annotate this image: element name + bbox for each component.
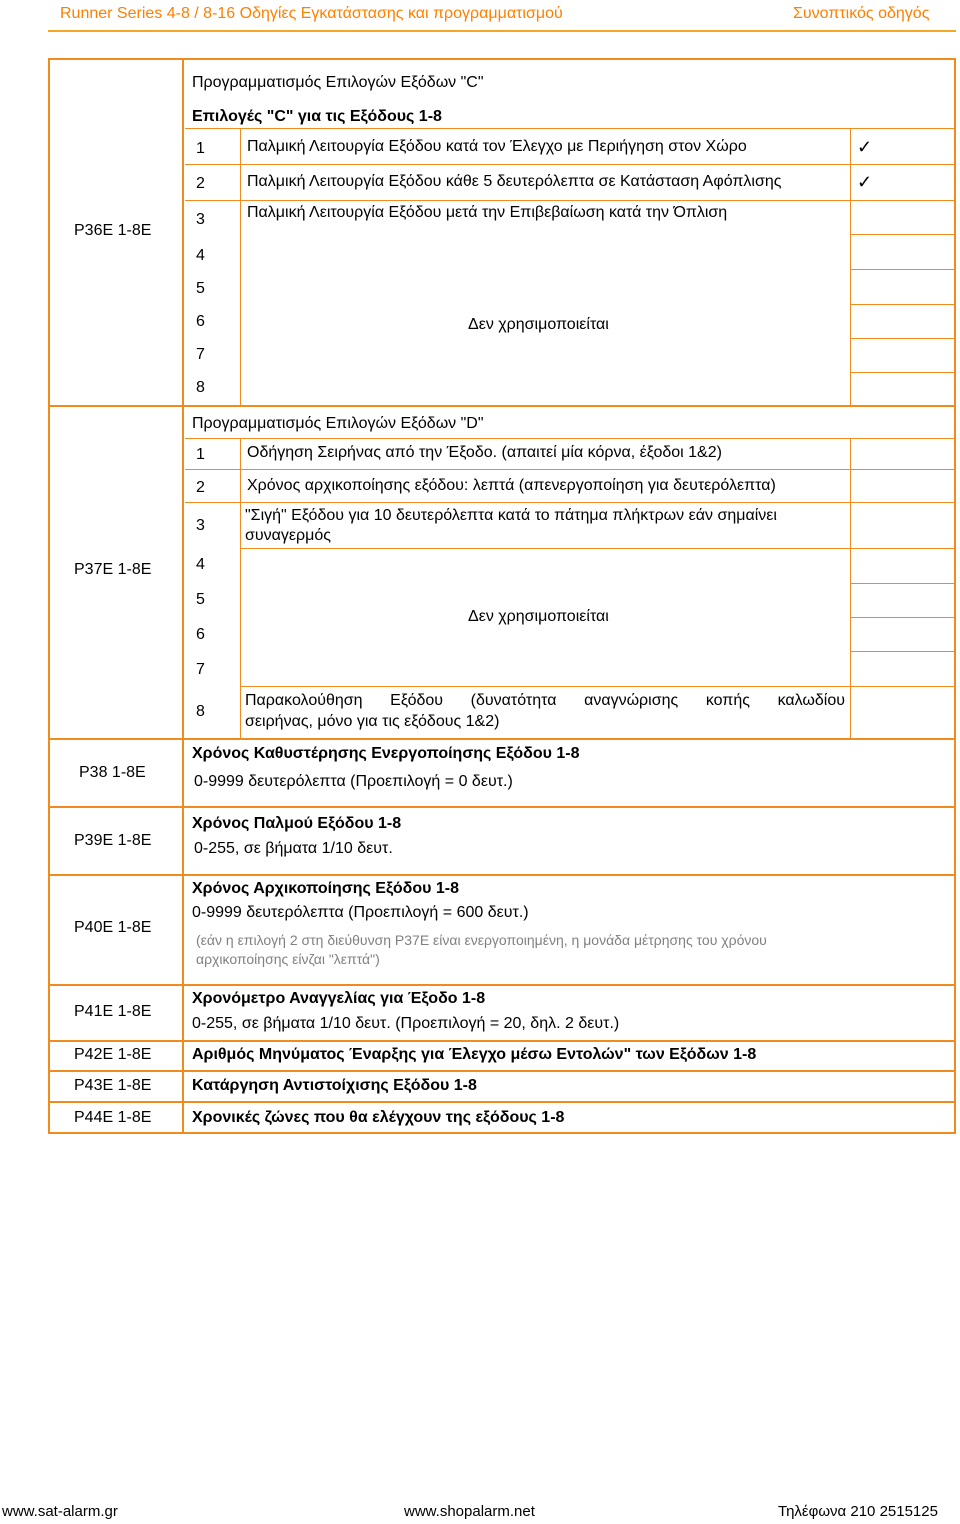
grid-line — [850, 338, 954, 339]
option-text: Χρόνος αρχικοποίησης εξόδου: λεπτά (απενεργοποίηση για δευτερόλεπτα) — [247, 477, 776, 494]
grid-line — [185, 469, 954, 470]
option-text: Παλμική Λειτουργία Εξόδου μετά την Επιβεβαίωση κατά την Όπλιση — [247, 204, 728, 221]
option-number: 7 — [196, 346, 205, 363]
grid-line — [185, 200, 954, 201]
footer-website-center[interactable]: www.shopalarm.net — [404, 1503, 535, 1520]
code-column-divider — [182, 58, 184, 1134]
p42-title: Αριθμός Μηνύματος Έναρξης για Έλεγχο μέσω Εντολών" των Εξόδων 1-8 — [192, 1046, 757, 1063]
p41-description: 0-255, σε βήματα 1/10 δευτ. (Προεπιλογή = 20, δηλ. 2 δευτ.) — [192, 1015, 620, 1032]
checkmark-icon: ✓ — [857, 172, 873, 192]
option-text: Παλμική Λειτουργία Εξόδου κάθε 5 δευτερόλεπτα σε Κατάσταση Αφόπλισης — [247, 173, 782, 190]
grid-line — [185, 502, 954, 503]
grid-line — [185, 164, 954, 165]
param-code-p37: P37E 1-8E — [74, 561, 152, 578]
p44-title: Χρονικές ζώνες που θα ελέγχουν της εξόδους 1-8 — [192, 1109, 565, 1126]
section-divider — [48, 806, 956, 808]
grid-line — [185, 128, 954, 129]
footer-website-left[interactable]: www.sat-alarm.gr — [2, 1503, 118, 1520]
section-divider — [48, 405, 956, 407]
p37-title: Προγραμματισμός Επιλογών Εξόδων "D" — [192, 415, 484, 432]
grid-line — [850, 372, 954, 373]
grid-line — [185, 438, 954, 439]
footer-phone: Τηλέφωνα 210 2515125 — [778, 1503, 938, 1520]
grid-line — [850, 651, 954, 652]
option-number: 2 — [196, 175, 205, 192]
option-number: 3 — [196, 211, 205, 228]
page-header — [0, 0, 960, 36]
option-number: 8 — [196, 703, 205, 720]
option-number: 6 — [196, 626, 205, 643]
option-number: 6 — [196, 313, 205, 330]
checkmark-icon: ✓ — [857, 137, 873, 157]
option-text: "Σιγή" Εξόδου για 10 δευτερόλεπτα κατά το πάτημα πλήκτρων εάν σημαίνει — [245, 507, 777, 524]
p40-note: (εάν η επιλογή 2 στη διεύθυνση P37E είναι ενεργοποιημένη, η μονάδα μέτρησης του χρόνου — [196, 932, 767, 948]
p38-title: Χρόνος Καθυστέρησης Ενεργοποίησης Εξόδου 1-8 — [192, 745, 580, 762]
grid-line — [850, 583, 954, 584]
p40-description: 0-9999 δευτερόλεπτα (Προεπιλογή = 600 δευτ.) — [192, 904, 529, 921]
unused-label: Δεν χρησιμοποιείται — [468, 316, 609, 333]
p43-title: Κατάργηση Αντιστοίχισης Εξόδου 1-8 — [192, 1077, 477, 1094]
option-number: 1 — [196, 140, 205, 157]
param-code-p42: P42E 1-8E — [74, 1046, 152, 1063]
param-code-p44: P44E 1-8E — [74, 1109, 152, 1126]
section-divider — [48, 984, 956, 986]
option-number: 5 — [196, 280, 205, 297]
grid-line — [850, 438, 851, 738]
option-text: σειρήνας, μόνο για τις εξόδους 1&2) — [245, 713, 500, 730]
p39-description: 0-255, σε βήματα 1/10 δευτ. — [194, 840, 393, 857]
p40-note: αρχικοποίησης είνζαι "λεπτά") — [196, 951, 380, 967]
grid-line — [850, 128, 851, 405]
grid-line — [240, 128, 241, 405]
section-divider — [48, 874, 956, 876]
param-code-p40: P40E 1-8E — [74, 919, 152, 936]
option-text: Παλμική Λειτουργία Εξόδου κατά τον Έλεγχο με Περιήγηση στον Χώρο — [247, 138, 747, 155]
param-code-p36: P36E 1-8E — [74, 222, 152, 239]
p36-title: Προγραμματισμός Επιλογών Εξόδων "C" — [192, 74, 484, 91]
param-code-p38: P38 1-8E — [79, 764, 146, 781]
option-number: 1 — [196, 446, 205, 463]
document-title: Runner Series 4-8 / 8-16 Οδηγίες Εγκατάστασης και προγραμματισμού — [60, 5, 563, 22]
section-divider — [48, 1101, 956, 1103]
grid-line — [850, 269, 954, 270]
option-text: συναγερμός — [245, 527, 331, 544]
option-text: Παρακολούθηση Εξόδου (δυνατότητα αναγνώρισης κοπής καλωδίου — [245, 692, 845, 709]
option-number: 4 — [196, 556, 205, 573]
param-code-p41: P41E 1-8E — [74, 1003, 152, 1020]
grid-line — [850, 234, 954, 235]
document-subtitle: Συνοπτικός οδηγός — [793, 5, 930, 22]
p41-title: Χρονόμετρο Αναγγελίας για Έξοδο 1-8 — [192, 990, 486, 1007]
section-divider — [48, 1070, 956, 1072]
p39-title: Χρόνος Παλμού Εξόδου 1-8 — [192, 815, 402, 832]
section-divider — [48, 738, 956, 740]
section-divider — [48, 1040, 956, 1042]
p40-title: Χρόνος Αρχικοποίησης Εξόδου 1-8 — [192, 880, 460, 897]
option-text: Οδήγηση Σειρήνας από την Έξοδο. (απαιτεί μία κόρνα, έξοδοι 1&2) — [247, 444, 722, 461]
grid-line — [240, 686, 954, 687]
p36-subtitle: Επιλογές "C" για τις Εξόδους 1-8 — [192, 108, 442, 125]
header-rule — [48, 30, 956, 32]
option-number: 5 — [196, 591, 205, 608]
grid-line — [240, 438, 241, 738]
option-number: 2 — [196, 479, 205, 496]
unused-label: Δεν χρησιμοποιείται — [468, 608, 609, 625]
option-number: 8 — [196, 379, 205, 396]
option-number: 7 — [196, 661, 205, 678]
grid-line — [240, 548, 954, 549]
option-number: 4 — [196, 247, 205, 264]
grid-line — [850, 617, 954, 618]
param-code-p39: P39E 1-8E — [74, 832, 152, 849]
p38-description: 0-9999 δευτερόλεπτα (Προεπιλογή = 0 δευτ.) — [194, 773, 513, 790]
grid-line — [850, 304, 954, 305]
param-code-p43: P43E 1-8E — [74, 1077, 152, 1094]
option-number: 3 — [196, 517, 205, 534]
